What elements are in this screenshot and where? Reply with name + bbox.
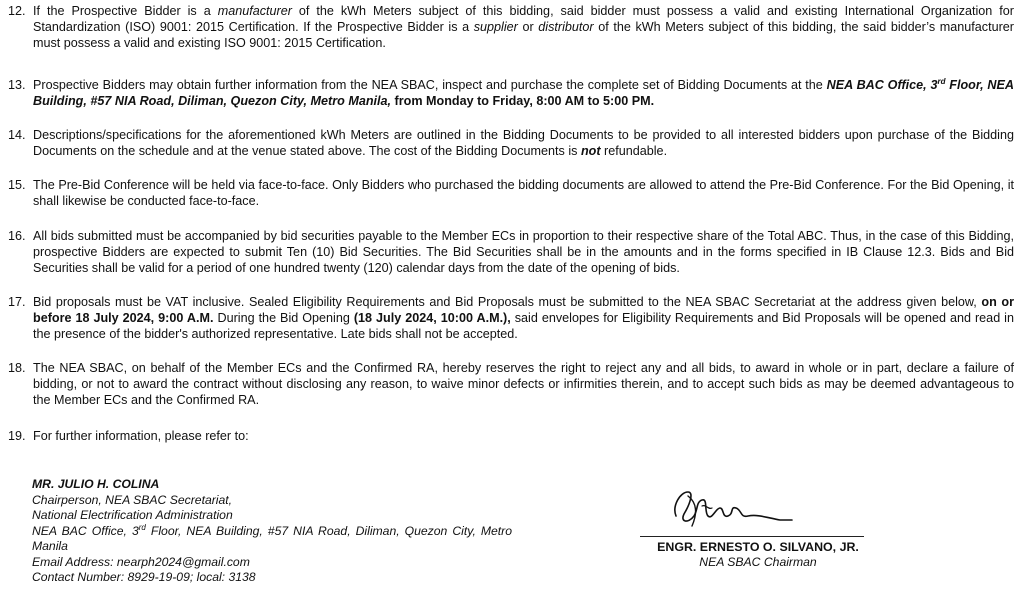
- item-number: 14.: [8, 128, 26, 142]
- item-text: All bids submitted must be accompanied by bid securities payable to the Member ECs in proportion to their respective share of the Total ABC. Thus, in the case of this Bidding, prospective Bidders are expected to submit Ten (10) Bid Securities. The Bid Securities shall be in the amounts and in the forms specified in IB Clause 12.3. Bids and Bid Securities shall be valid for a period of one hundred twenty (120) calendar days from the date of the opening of bids.: [33, 229, 1014, 275]
- item-number: 12.: [8, 4, 26, 18]
- contact-email: Email Address: nearph2024@gmail.com: [32, 554, 250, 569]
- item-number: 16.: [8, 229, 26, 243]
- item-number: 18.: [8, 361, 26, 375]
- item-text: For further information, please refer to:: [33, 429, 249, 443]
- contact-organization: National Electrification Administration: [32, 508, 233, 522]
- contact-block: [32, 477, 512, 586]
- item-number: 19.: [8, 429, 26, 443]
- item-text: The Pre-Bid Conference will be held via face-to-face. Only Bidders who purchased the bidding documents are allowed to attend the Pre-Bid Conference. For the Bid Opening, it shall likewise be conducted face-to-face.: [33, 178, 1014, 208]
- signature-line: [640, 536, 864, 537]
- signatory-name: ENGR. ERNESTO O. SILVANO, JR.: [657, 540, 859, 554]
- item-text: Descriptions/specifications for the aforementioned kWh Meters are outlined in the Bidding Documents to be provided to all interested bidders upon purchase of the Bidding Documents on the schedule and at the venue stated above. The cost of the Bidding Documents is not refundable.: [33, 128, 1014, 158]
- item-number: 17.: [8, 295, 26, 309]
- item-text: Prospective Bidders may obtain further information from the NEA SBAC, inspect and purchase the complete set of Bidding Documents at the NEA BAC Office, 3rd Floor, NEA Building, #57 NIA Road, Diliman, Quezon City, Metro Manila, from Monday to Friday, 8:00 AM to 5:00 PM.: [33, 76, 1014, 108]
- item-number: 15.: [8, 178, 26, 192]
- contact-phone: Contact Number: 8929-19-09; local: 3138: [32, 570, 256, 584]
- item-number: 13.: [8, 78, 26, 92]
- signature-image: [668, 486, 798, 532]
- contact-name: MR. JULIO H. COLINA: [32, 477, 160, 491]
- contact-position: Chairperson, NEA SBAC Secretariat,: [32, 492, 233, 507]
- signatory-title: NEA SBAC Chairman: [699, 555, 817, 569]
- item-text: If the Prospective Bidder is a manufacturer of the kWh Meters subject of this bidding, said bidder must possess a valid and existing International Organization for Standardization (ISO) 9001: 2015 Certification. If the Prospective Bidder is a supplier or distributor of the kWh Meters subject of this bidding, the said bidder’s manufacturer must possess a valid and existing ISO 9001: 2015 Certification.: [33, 4, 1014, 50]
- contact-address: NEA BAC Office, 3rd Floor, NEA Building, #57 NIA Road, Diliman, Quezon City, Metro Manila: [32, 522, 513, 553]
- item-text: Bid proposals must be VAT inclusive. Sealed Eligibility Requirements and Bid Proposals must be submitted to the NEA SBAC Secretariat at the address given below, on or before 18 July 2024, 9:00 A.M. During the Bid Opening (18 July 2024, 10:00 A.M.), said envelopes for Eligibility Requirements and Bid Proposals will be opened and read in the presence of the bidder's authorized representative. Late bids shall not be accepted.: [33, 295, 1014, 341]
- item-text: The NEA SBAC, on behalf of the Member ECs and the Confirmed RA, hereby reserves the right to reject any and all bids, to award in whole or in part, declare a failure of bidding, or not to award the contract without disclosing any reason, to waive minor defects or infirmities therein, and to accept such bids as may be deemed advantageous to the Member ECs and the Confirmed RA.: [33, 361, 1014, 407]
